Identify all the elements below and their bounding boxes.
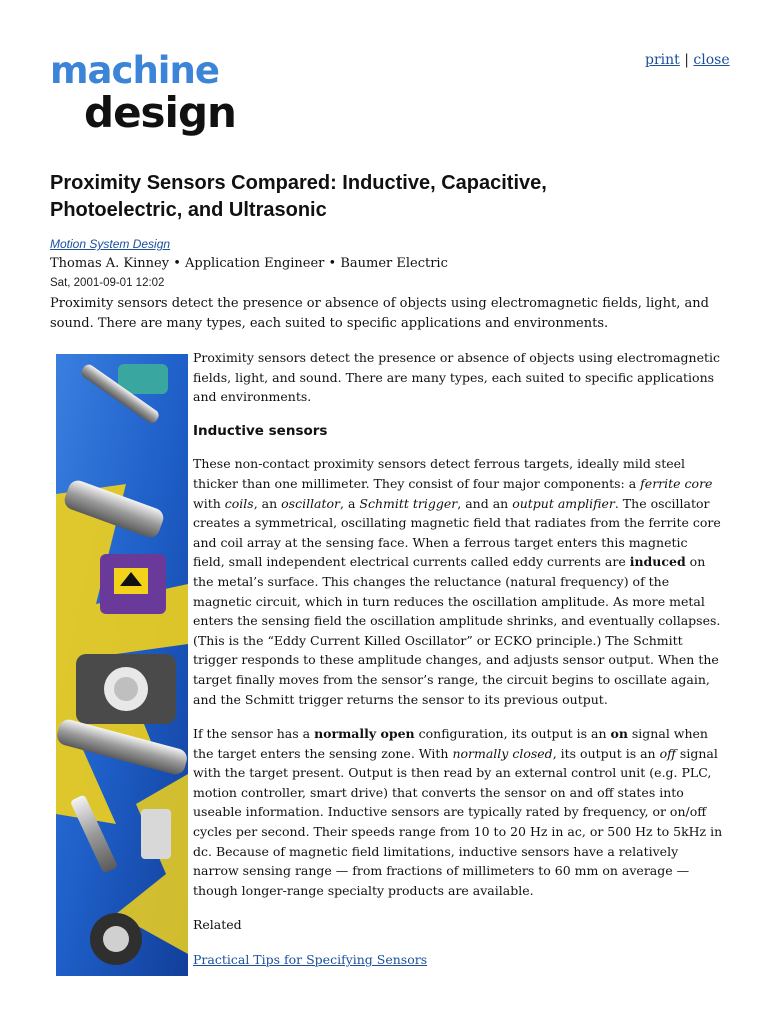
link-separator: | (679, 52, 694, 68)
close-link[interactable]: close (693, 52, 730, 68)
article-title: Proximity Sensors Compared: Inductive, Capacitive, Photoelectric, and Ultrasonic (50, 172, 547, 221)
top-links (645, 52, 730, 68)
inductive-paragraph-1: These non-contact proximity sensors detect ferrous targets, ideally mild steel thicker than one millimeter. They consist of four major components: a ferrite core with coils, an oscillator, a Schmitt trigger, and an output amplifier. The oscillator creates a symmetrical, oscillating magnetic field that radiates from the ferrite core and coil array at the sensing face. When a ferrous target enters this magnetic field, small independent electrical currents called eddy currents are induced on the metal’s surface. This changes the reluctance (natural frequency) of the magnetic circuit, which in turn reduces the oscillation amplitude. As more metal enters the sensing field the oscillation amplitude shrinks, and eventually collapses. (This is the “Eddy Current Killed Oscillator” or ECKO principle.) The Schmitt trigger responds to these amplitude changes, and adjusts sensor output. When the target finally moves from the sensor’s range, the circuit begins to oscillate again, and the Schmitt trigger returns the sensor to its previous output. (193, 456, 721, 707)
inductive-paragraph-2: If the sensor has a normally open configuration, its output is an on signal when the target enters the sensing zone. With normally closed, its output is an off signal with the target present. Output is then read by an external control unit (e.g. PLC, motion controller, smart drive) that converts the sensor on and off states into useable information. Inductive sensors are typically rated by frequency, or on/off cycles per second. Their speeds range from 10 to 20 Hz in ac, or 500 Hz to 5kHz in dc. Because of magnetic field limitations, inductive sensors have a relatively narrow sensing range — from fractions of millimeters to 60 mm on average — though longer-range specialty products are available. (193, 726, 723, 898)
sensor-photo (56, 354, 188, 976)
related-label: Related (193, 917, 242, 933)
intro-paragraph: Proximity sensors detect the presence or absence of objects using electromagnetic fields, light, and sound. There are many types, each suited to specific applications and environments. (193, 350, 720, 405)
logo-word-machine: machine (50, 49, 219, 92)
print-link[interactable]: print (645, 52, 680, 68)
source-link[interactable]: Motion System Design (50, 237, 171, 251)
section-heading: Inductive sensors (193, 422, 328, 439)
logo-word-design: design (84, 88, 236, 137)
related-article-link[interactable]: Practical Tips for Specifying Sensors (193, 952, 428, 968)
article-summary: Proximity sensors detect the presence or absence of objects using electromagnetic fields, light, and sound. There are many types, each suited to specific applications and environments. (50, 296, 709, 331)
byline: Thomas A. Kinney • Application Engineer • Baumer Electric (50, 256, 448, 271)
article-body (193, 348, 723, 985)
publish-date: Sat, 2001-09-01 12:02 (50, 277, 165, 289)
machine-design-logo (50, 48, 236, 148)
